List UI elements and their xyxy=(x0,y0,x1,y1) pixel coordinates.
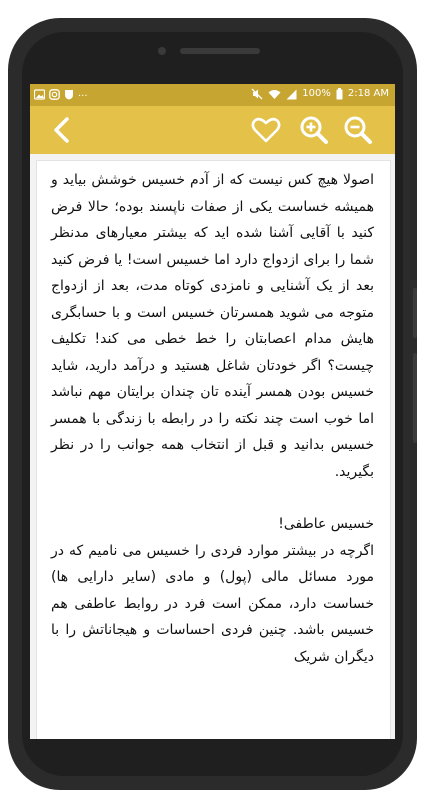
wifi-icon xyxy=(268,89,281,100)
favorite-button[interactable] xyxy=(248,112,284,148)
article-paragraph: اصولا هیچ کس نیست که از آدم خسیس خوشش بیاید و همیشه خساست یکی از صفات ناپسند بوده؛ حالا فرض کنید با آقایی آشنا شده اید که بیشتر معیارهای مدنظر شما را برای ازدواج دارد اما خسیس است! یا فرض کنید بعد از یک آشنایی و نامزدی کوتاه مدت، بعد از ازدواج متوجه می شوید همسرتان خسیس است و با حسابگری هایش مدام اعصابتان را خط خطی می کند! تکلیف چیست؟ اگر خودتان شاغل هستید و درآمد دارید، شاید خسیس بودن همسر آینده تان چندان برایتان مهم نباشد اما خوب است چند نکته را در رابطه با زندگی با همسر خسیس بدانید و قبل از انتخاب همه جوانب را در نظر بگیرید. xyxy=(51,172,374,480)
screen xyxy=(30,84,395,739)
signal-icon xyxy=(286,89,297,100)
article-text xyxy=(37,161,390,670)
heart-outline-icon xyxy=(251,116,281,144)
zoom-out-icon xyxy=(343,115,373,145)
earpiece-speaker xyxy=(180,48,260,54)
system-status xyxy=(251,87,389,101)
status-bar xyxy=(30,84,395,106)
back-button[interactable] xyxy=(44,112,80,148)
clock-time: 2:18 AM xyxy=(347,88,389,99)
article-subheading: خسیس عاطفی! xyxy=(278,516,374,532)
more-notifications-ellipsis: ... xyxy=(78,88,88,99)
article-card[interactable] xyxy=(36,160,391,739)
front-camera xyxy=(158,47,166,55)
zoom-out-button[interactable] xyxy=(340,112,376,148)
chevron-left-icon xyxy=(51,116,73,144)
volume-button xyxy=(413,353,417,443)
battery-percent: 100% xyxy=(302,88,331,99)
zoom-in-button[interactable] xyxy=(296,112,332,148)
shield-icon xyxy=(64,89,74,100)
article-paragraph: اگرچه در بیشتر موارد فردی را خسیس می نامیم که در مورد مسائل مالی (پول) و مادی (سایر دارایی ها) خساست دارد، ممکن است فرد در روابط عاطفی هم خسیس باشد. چنین فردی احساسات و هیجاناتش را با دیگران شریک xyxy=(51,542,374,665)
mute-icon xyxy=(251,88,263,100)
toolbar xyxy=(30,106,395,154)
image-icon xyxy=(34,89,45,100)
paragraph-spacer xyxy=(51,485,374,511)
power-button xyxy=(413,288,417,338)
notification-icons xyxy=(34,87,88,101)
zoom-in-icon xyxy=(299,115,329,145)
battery-icon xyxy=(336,88,343,100)
instagram-icon xyxy=(49,89,60,100)
